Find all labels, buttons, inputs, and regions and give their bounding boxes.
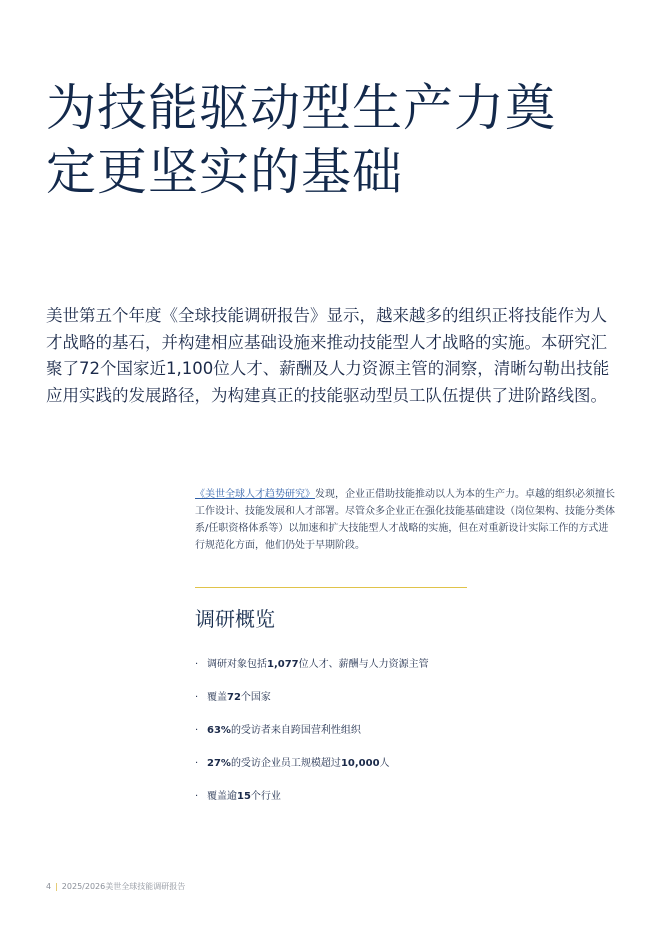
survey-overview-heading: 调研概览 [195, 607, 275, 631]
page-title [46, 76, 626, 204]
note-paragraph [195, 486, 615, 554]
list-item: · 63%的受访者来自跨国营利性组织 [195, 722, 615, 755]
page-title-line-2: 定更坚实的基础 [46, 143, 403, 201]
bullet-icon: · [195, 692, 199, 703]
list-item: · 覆盖72个国家 [195, 689, 615, 722]
list-item: · 覆盖逾15个行业 [195, 788, 615, 821]
page-footer [46, 881, 185, 893]
lead-paragraph: 美世第五个年度《全球技能调研报告》显示，越来越多的组织正将技能作为人才战略的基石，并构建相应基础设施来推动技能型人才战略的实施。本研究汇聚了72个国家近1,100位人才、薪酬及人力资源主管的洞察，清晰勾勒出技能应用实践的发展路径，为构建真正的技能驱动型员工队伍提供了进阶路线图。 [46, 306, 610, 405]
page-title-line-1: 为技能驱动型生产力奠 [46, 79, 556, 137]
trends-study-link[interactable]: 《美世全球人才趋势研究》 [195, 489, 315, 500]
bullet-icon: · [195, 758, 199, 769]
list-item: · 27%的受访企业员工规模超过10,000人 [195, 755, 615, 788]
list-item: · 调研对象包括1,077位人才、薪酬与人力资源主管 [195, 656, 615, 689]
bullet-icon: · [195, 659, 199, 670]
bullet-icon: · [195, 791, 199, 802]
survey-overview-list [195, 656, 615, 821]
bullet-icon: · [195, 725, 199, 736]
section-divider [195, 587, 467, 588]
footer-separator: | [55, 882, 58, 891]
report-name: 2025/2026美世全球技能调研报告 [61, 882, 186, 891]
page-number: 4 [46, 882, 52, 891]
note-text: 发现，企业正借助技能推动以人为本的生产力。卓越的组织必须擅长工作设计、技能发展和人才部署。尽管众多企业正在强化技能基础建设（岗位架构、技能分类体系/任职资格体系等）以加速和扩大技能型人才战略的实施，但在对重新设计实际工作的方式进行规范化方面，他们仍处于早期阶段。 [195, 489, 615, 551]
